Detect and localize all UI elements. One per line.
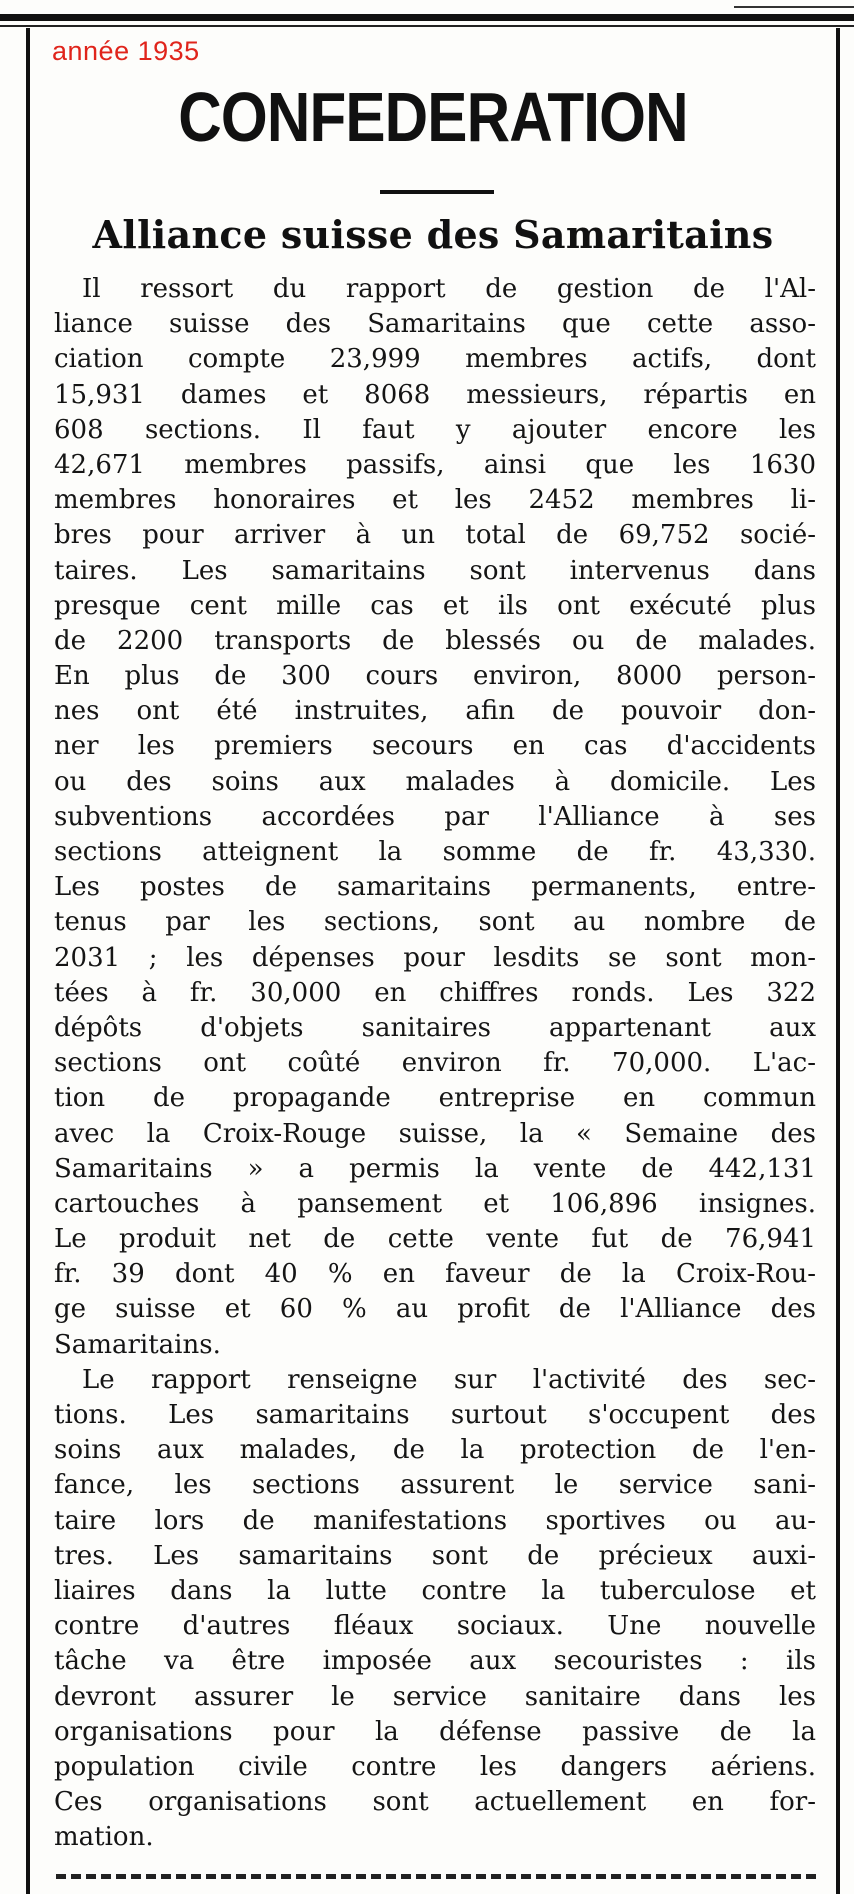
article-line: taires. Les samaritains sont intervenus dans: [54, 555, 816, 586]
article-line: avec la Croix-Rouge suisse, la « Semaine des: [54, 1118, 816, 1149]
article-line: Il ressort du rapport de gestion de l'Al-: [82, 274, 816, 304]
article-headline: Alliance suisse des Samaritains: [92, 212, 774, 257]
article-line: Samaritains.: [54, 1329, 221, 1360]
article-line: liaires dans la lutte contre la tuberculose et: [54, 1575, 816, 1606]
article-line: nes ont été instruites, afin de pouvoir don-: [54, 696, 816, 727]
article-line: dépôts d'objets sanitaires appartenant aux: [54, 1012, 816, 1043]
article-line: soins aux malades, de la protection de l'en-: [54, 1435, 816, 1466]
article-line: ner les premiers secours en cas d'accidents: [54, 731, 816, 762]
article-line: sections atteignent la somme de fr. 43,330.: [54, 837, 816, 867]
year-annotation: année 1935: [52, 36, 200, 66]
article-line: En plus de 300 cours environ, 8000 person-: [54, 661, 816, 692]
article-line: organisations pour la défense passive de la: [54, 1716, 816, 1747]
title-divider: [380, 190, 494, 194]
article-line: sections ont coûté environ fr. 70,000. L'ac-: [54, 1048, 816, 1079]
top-rule: [0, 14, 854, 21]
article-body: [54, 272, 816, 1855]
top-corner-mark: [734, 0, 854, 8]
article-line: tions. Les samaritains surtout s'occupent des: [54, 1400, 816, 1430]
article-line: presque cent mille cas et ils ont exécuté plus: [54, 590, 816, 621]
article-line: membres honoraires et les 2452 membres li-: [54, 485, 816, 516]
article-line: tres. Les samaritains sont de précieux auxi-: [54, 1540, 816, 1571]
article-line: taire lors de manifestations sportives ou au-: [54, 1505, 816, 1536]
article-line: tées à fr. 30,000 en chiffres ronds. Les 322: [54, 977, 816, 1008]
article-line: liance suisse des Samaritains que cette asso-: [54, 309, 816, 340]
article-line: Les postes de samaritains permanents, entre-: [54, 872, 816, 903]
article-line: cartouches à pansement et 106,896 insignes.: [54, 1188, 816, 1219]
column-rule-right: [836, 28, 840, 1894]
article-line: contre d'autres fléaux sociaux. Une nouvelle: [54, 1611, 816, 1642]
article-line: ge suisse et 60 % au profit de l'Alliance des: [54, 1294, 816, 1325]
article-line: 42,671 membres passifs, ainsi que les 1630: [54, 449, 816, 480]
article-line: de 2200 transports de blessés ou de malades.: [54, 625, 816, 656]
bottom-rule: [56, 1874, 816, 1879]
article-line: 2031 ; les dépenses pour lesdits se sont mon-: [54, 942, 816, 973]
article-line: fance, les sections assurent le service sani-: [54, 1470, 816, 1501]
article-line: tâche va être imposée aux secouristes : ils: [54, 1646, 816, 1677]
article-line: subventions accordées par l'Alliance à ses: [54, 801, 816, 832]
article-line: tenus par les sections, sont au nombre de: [54, 907, 816, 938]
article-line: bres pour arriver à un total de 69,752 socié-: [54, 520, 816, 551]
article-line: Ces organisations sont actuellement en for-: [54, 1787, 816, 1818]
article-line: 15,931 dames et 8068 messieurs, répartis en: [54, 379, 816, 410]
article-line: Samaritains » a permis la vente de 442,131: [54, 1153, 816, 1184]
article-line: mation.: [54, 1822, 154, 1853]
article-line: Le produit net de cette vente fut de 76,941: [54, 1224, 816, 1255]
article-line: devront assurer le service sanitaire dans les: [54, 1681, 816, 1712]
article-line: Le rapport renseigne sur l'activité des sec-: [82, 1364, 816, 1395]
column-rule-left: [26, 28, 30, 1894]
article-line: tion de propagande entreprise en commun: [54, 1083, 816, 1114]
section-title: CONFEDERATION: [178, 78, 688, 156]
article-line: fr. 39 dont 40 % en faveur de la Croix-Rou-: [54, 1259, 816, 1290]
top-rule-thin: [0, 25, 854, 27]
article-line: 608 sections. Il faut y ajouter encore les: [54, 414, 816, 445]
article-line: population civile contre les dangers aériens.: [54, 1751, 816, 1782]
article-line: ou des soins aux malades à domicile. Les: [54, 766, 816, 797]
article-line: ciation compte 23,999 membres actifs, dont: [54, 344, 816, 375]
